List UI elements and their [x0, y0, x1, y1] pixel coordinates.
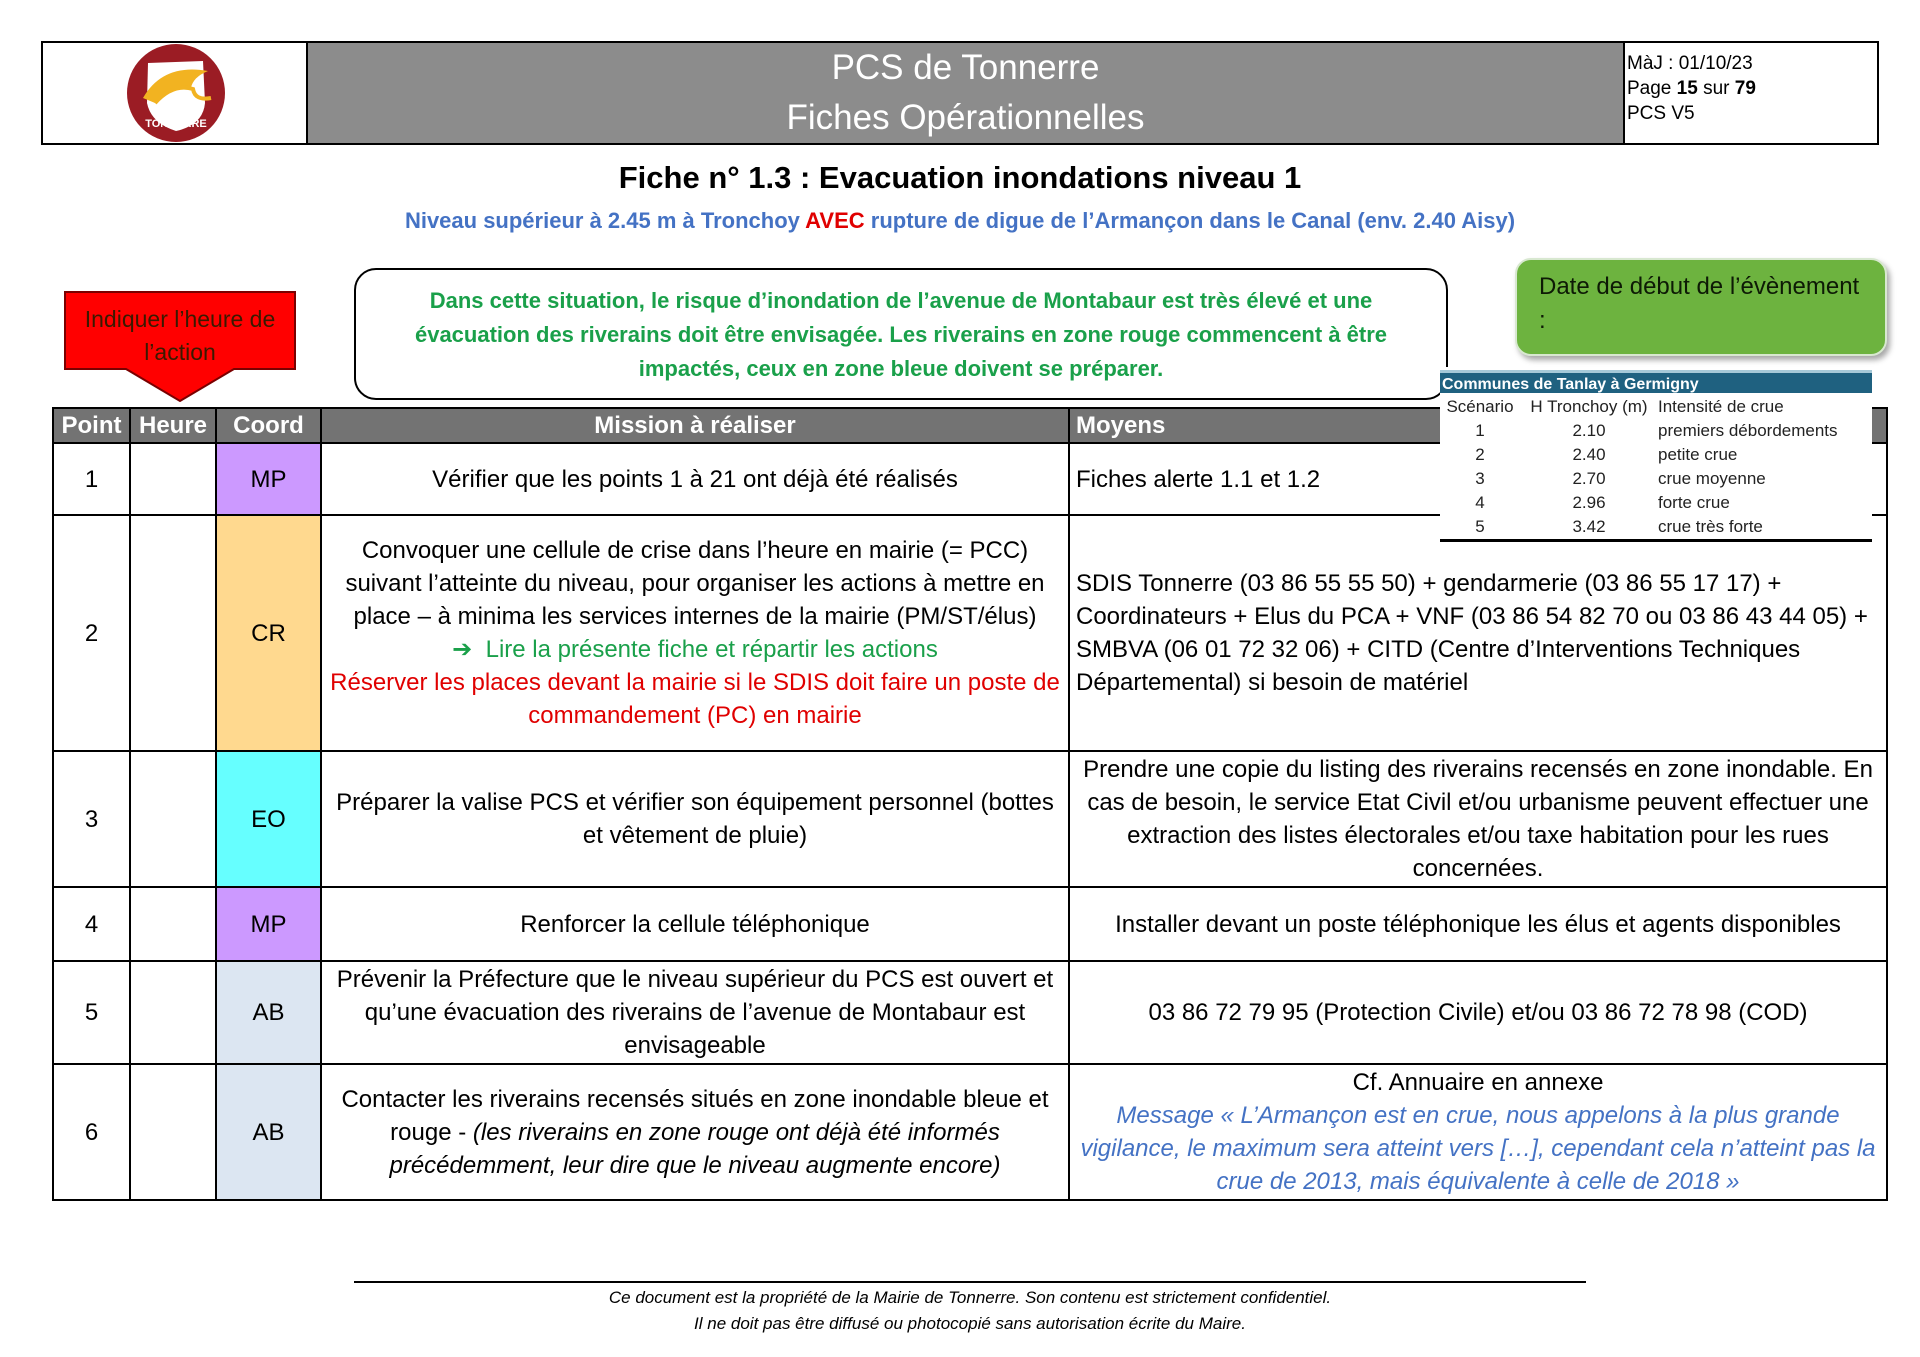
- coord-cell: AB: [216, 961, 321, 1064]
- scenario-header: Intensité de crue: [1658, 397, 1784, 416]
- heure-cell[interactable]: [130, 515, 216, 751]
- point-cell: 1: [53, 443, 130, 515]
- col-heure: Heure: [130, 408, 216, 443]
- heure-cell[interactable]: [130, 1064, 216, 1200]
- fiche-title: Fiche n° 1.3 : Evacuation inondations niveau 1: [618, 160, 1302, 195]
- page-prefix: Page: [1627, 78, 1672, 99]
- heure-cell[interactable]: [130, 443, 216, 515]
- mission-green-text: Lire la présente fiche et répartir les actions: [485, 636, 938, 663]
- mission-cell: Renforcer la cellule téléphonique: [321, 887, 1069, 961]
- mission-cell: Vérifier que les points 1 à 21 ont déjà été réalisés: [321, 443, 1069, 515]
- scenario-cell: crue très forte: [1658, 515, 1872, 541]
- mission-cell: Prévenir la Préfecture que le niveau supérieur du PCS est ouvert et qu’une évacuation des riverains de l’avenue de Montabaur est envisageable: [321, 961, 1069, 1064]
- event-start-date-box[interactable]: Date de début de l’évènement :: [1515, 258, 1887, 356]
- footer-line1: Ce document est la propriété de la Mairie de Tonnerre. Son contenu est strictement confidentiel.: [608, 1288, 1332, 1307]
- tonnerre-logo: [43, 43, 308, 143]
- footer-line2: Il ne doit pas être diffusé ou photocopié sans autorisation écrite du Maire.: [694, 1314, 1246, 1333]
- moyens-message-text: Message « L’Armançon est en crue, nous appelons à la plus grande vigilance, le maximum sera atteint vers […], cependant cela n’atteint pas la crue de 2013, mais équivalente à celle de 2018 »: [1080, 1102, 1876, 1195]
- scenario-cell: 1: [1475, 421, 1485, 440]
- scenario-cell: 2: [1475, 445, 1485, 464]
- scenario-row: [1440, 491, 1872, 515]
- scenario-header: Scénario: [1446, 397, 1514, 416]
- moyens-cell: [1069, 1064, 1887, 1200]
- col-point: Point: [53, 408, 130, 443]
- coord-cell: AB: [216, 1064, 321, 1200]
- update-date: MàJ : 01/10/23: [1627, 53, 1753, 74]
- moyens-cell: Prendre une copie du listing des riverains recensés en zone inondable. En cas de besoin, le service Etat Civil et/ou urbanisme peuvent effectuer une extraction des listes électorales et/ou taxe habitation pour les rues concernées.: [1069, 751, 1887, 887]
- mission-cell: Préparer la valise PCS et vérifier son équipement personnel (bottes et vêtement de pluie): [321, 751, 1069, 887]
- scenario-cell: petite crue: [1658, 445, 1738, 464]
- scenario-table-overlay: [1440, 367, 1872, 537]
- scenario-cell: 2.70: [1572, 469, 1606, 488]
- point-cell: 6: [53, 1064, 130, 1200]
- arrow-right-icon: ➔: [452, 636, 486, 663]
- heure-cell[interactable]: [130, 751, 216, 887]
- header-title-line1: PCS de Tonnerre: [831, 48, 1100, 87]
- scenario-cell: 2.40: [1572, 445, 1606, 464]
- scenario-row: [1440, 515, 1872, 541]
- scenario-cell: 4: [1475, 493, 1485, 512]
- scenario-cell: forte crue: [1658, 493, 1730, 512]
- scenario-header: H Tronchoy (m): [1530, 397, 1648, 416]
- moyens-cell: SDIS Tonnerre (03 86 55 55 50) + gendarmerie (03 86 55 17 17) + Coordinateurs + Elus du PCA + VNF (03 86 54 82 70 ou 03 86 43 44 05) + SMBVA (06 01 72 32 06) + CITD (Centre d’Interventions Techniques Départemental) si besoin de matériel: [1069, 515, 1887, 751]
- tonnerre-logo-icon: [43, 43, 308, 143]
- header-title: [308, 43, 1625, 143]
- table-row: [53, 515, 1887, 751]
- point-cell: 2: [53, 515, 130, 751]
- mission-italic-text: (les riverains en zone rouge ont déjà été informés précédemment, leur dire que le niveau augmente encore): [389, 1118, 1001, 1179]
- page-sep: sur: [1703, 78, 1730, 99]
- mission-green-line: [330, 633, 1060, 666]
- logo-text: TONNERRE: [145, 118, 207, 130]
- pcs-version: PCS V5: [1627, 103, 1695, 124]
- coord-cell: MP: [216, 887, 321, 961]
- page-current: 15: [1676, 78, 1698, 99]
- table-row: [53, 961, 1887, 1064]
- scenario-table: [1440, 395, 1872, 542]
- scenario-row: [1440, 419, 1872, 443]
- mission-red-text: Réserver les places devant la mairie si le SDIS doit faire un poste de commandement (PC) en mairie: [330, 669, 1060, 729]
- scenario-header-row: [1440, 395, 1872, 419]
- subtitle-avec: AVEC: [805, 208, 865, 233]
- moyens-cell: Installer devant un poste téléphonique les élus et agents disponibles: [1069, 887, 1887, 961]
- footer-divider: [354, 1281, 1586, 1283]
- scenario-cell: 3.42: [1520, 515, 1658, 541]
- point-cell: 3: [53, 751, 130, 887]
- scenario-cell: crue moyenne: [1658, 469, 1766, 488]
- header-title-line2: Fiches Opérationnelles: [786, 98, 1145, 137]
- heure-cell[interactable]: [130, 961, 216, 1064]
- mission-cell: [321, 1064, 1069, 1200]
- mission-cell: [321, 515, 1069, 751]
- scenario-cell: 3: [1475, 469, 1485, 488]
- mission-text: Convoquer une cellule de crise dans l’heure en mairie (= PCC) suivant l’atteinte du niveau, pour organiser les actions à mettre en place – à minima les services internes de la mairie (PM/ST/élus): [345, 537, 1045, 630]
- moyens-cell: Fiches alerte 1.1 et 1.2: [1069, 443, 1887, 515]
- page-total: 79: [1734, 78, 1756, 99]
- situation-info-box: Dans cette situation, le risque d’inondation de l’avenue de Montabaur est très élevé et une évacuation des riverains doit être envisagée. Les riverains en zone rouge commencent à être impactés, ceux en zone bleue doivent se préparer.: [354, 268, 1448, 400]
- subtitle-part2: rupture de digue de l’Armançon dans le Canal (env. 2.40 Aisy): [864, 208, 1516, 233]
- page-number: [1627, 76, 1877, 101]
- coord-cell: EO: [216, 751, 321, 887]
- scenario-row: [1440, 467, 1872, 491]
- arrow-label: Indiquer l’heure de l’action: [84, 306, 276, 365]
- coord-cell: MP: [216, 443, 321, 515]
- table-row: [53, 1064, 1887, 1200]
- moyens-text: Cf. Annuaire en annexe: [1352, 1069, 1604, 1096]
- mission-text: Contacter les riverains recensés situés en zone inondable bleue et rouge -: [341, 1085, 1049, 1146]
- heure-cell[interactable]: [130, 887, 216, 961]
- scenario-cell: premiers débordements: [1658, 421, 1838, 440]
- scenario-cell: 2.10: [1572, 421, 1606, 440]
- scenario-cell: 2.96: [1572, 493, 1606, 512]
- coord-cell: CR: [216, 515, 321, 751]
- scenario-table-title: Communes de Tanlay à Germigny: [1440, 370, 1872, 393]
- point-cell: 4: [53, 887, 130, 961]
- table-row: [53, 751, 1887, 887]
- point-cell: 5: [53, 961, 130, 1064]
- moyens-cell: 03 86 72 79 95 (Protection Civile) et/ou 03 86 72 78 98 (COD): [1069, 961, 1887, 1064]
- footer: [354, 1285, 1586, 1337]
- document-header: [41, 41, 1879, 145]
- table-row: [53, 887, 1887, 961]
- col-mission: Mission à réaliser: [321, 408, 1069, 443]
- col-moyens: Moyens: [1069, 408, 1887, 443]
- scenario-row: [1440, 443, 1872, 467]
- col-coord: Coord: [216, 408, 321, 443]
- header-meta: [1627, 51, 1877, 126]
- scenario-cell: 5: [1440, 515, 1520, 541]
- fiche-subtitle: [0, 208, 1920, 234]
- subtitle-part1: Niveau supérieur à 2.45 m à Tronchoy: [404, 208, 806, 233]
